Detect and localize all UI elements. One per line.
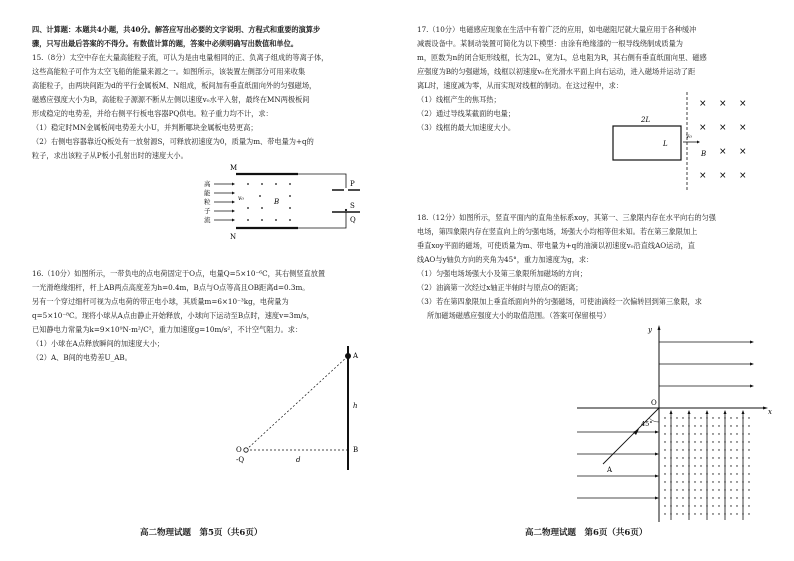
q16-line: 另有一个穿过细杆可视为点电荷的带正电小球，其质量m=6×10⁻³kg，电荷量为 bbox=[32, 297, 289, 306]
len-2l-label: 2L bbox=[641, 116, 651, 124]
y-axis-arrowhead bbox=[658, 325, 661, 330]
q18-line: 所加磁场磁感应强度大小的取值范围。（答案可保留根号） bbox=[427, 311, 611, 320]
charge-q-label: -Q bbox=[236, 456, 245, 464]
q17-figure bbox=[603, 88, 753, 194]
source-s-dot bbox=[345, 209, 347, 211]
q3-field-lines bbox=[577, 432, 657, 498]
point-a-label: A bbox=[607, 466, 613, 474]
y-axis-label: y bbox=[648, 326, 652, 334]
point-o-label: O bbox=[236, 446, 242, 454]
q15-line: 高能粒子，由两块间距为d的平行金属板M、N组成，板间加有垂直纸面向外的匀强磁场， bbox=[32, 81, 317, 90]
q1-arrowheads bbox=[750, 341, 754, 388]
section-title-line2: 骤，只写出最后答案的不得分。有数值计算的题，答案中必须明确写出数值和单位。 bbox=[32, 39, 298, 48]
svg-text:×: × bbox=[739, 123, 747, 133]
svg-text:×: × bbox=[719, 99, 727, 109]
q17-line: m，匝数为n的闭合矩形线框，长为2L，宽为L，总电阻为R，其右侧有垂直纸面向里、磁感 bbox=[417, 53, 707, 62]
wid-l-label: L bbox=[663, 140, 668, 148]
q18-line: 线AO与y轴负方向的夹角为45°，重力加速度为g，求： bbox=[417, 255, 594, 264]
q17-line: （3）线框的最大加速度大小。 bbox=[417, 123, 516, 132]
line-ao bbox=[603, 408, 659, 464]
q1-field-lines bbox=[659, 342, 751, 386]
svg-text:×: × bbox=[719, 123, 727, 133]
q16-line: 已知静电力常量为k=9×10⁹N·m²/C²，重力加速度g=10m/s²，不计空气阻力。求： bbox=[32, 325, 303, 334]
coil-frame bbox=[613, 126, 681, 160]
q17-line: 17.（10分）电磁感应现象在生活中有着广泛的应用，如电磁阻尼就大量应用于各种缓冲 bbox=[417, 25, 697, 34]
q15-line: 这些高能粒子可作为太空飞船的能量来源之一。如图所示，该装置左侧部分可用来收集 bbox=[32, 67, 306, 76]
plate-m-label: M bbox=[230, 164, 238, 172]
x-axis-label: x bbox=[768, 408, 772, 416]
q17-line: 离L时，速度减为零，从而实现对线框的制动。在这过程中，求： bbox=[417, 81, 624, 90]
field-b-label: B bbox=[701, 150, 707, 158]
q15-line: （1）稳定时MN金属板间电势差大小U，并判断哪块金属板电势更高； bbox=[32, 123, 258, 132]
q16-line: （1）小球在A点释放瞬间的加速度大小； bbox=[32, 339, 164, 348]
q17-line: 减震设备中。某制动装置可简化为以下模型：由涂有绝缘漆的一根导线绕制成质量为 bbox=[417, 39, 683, 48]
q18-figure bbox=[573, 322, 773, 522]
q15-figure bbox=[200, 160, 360, 242]
svg-text:×: × bbox=[739, 171, 747, 181]
q15-line: 磁感应强度大小为B，高能粒子源源不断从左侧以速度v₀水平入射，最终在MN两极板间 bbox=[32, 95, 310, 104]
field-dots bbox=[247, 183, 291, 221]
svg-text:×: × bbox=[719, 171, 727, 181]
svg-text:子: 子 bbox=[204, 207, 211, 215]
q17-line: （2）通过导线某截面的电量； bbox=[417, 109, 516, 118]
page-footer: 高二物理试题 第5页（共6页） bbox=[140, 528, 263, 538]
q18-line: （3）若在第四象限加上垂直纸面向外的匀强磁场，可使油滴经一次偏转回到第三象限，求 bbox=[417, 297, 702, 306]
q18-line: 垂直xoy平面的磁场，可使质量为m、带电量为+q的油滴以初速度v₀沿直线AO运动，直 bbox=[417, 241, 695, 250]
charge-o bbox=[244, 448, 248, 452]
q15-line: 15.（8分）太空中存在大量高能粒子流，可认为是由电量相同的正、负离子组成的等离子体， bbox=[32, 53, 329, 62]
page-footer: 高二物理试题 第6页（共6页） bbox=[525, 528, 648, 538]
q16-figure bbox=[226, 338, 366, 472]
exam-page-6 bbox=[397, 0, 794, 561]
angle-label: 45° bbox=[641, 420, 653, 428]
svg-text:能: 能 bbox=[204, 189, 211, 197]
incoming-particle-arrows bbox=[214, 184, 232, 220]
q16-line: q=5×10⁻⁸C。现将小球从A点由静止开始释放，小球向下运动至B点时，速度v=3m/s， bbox=[32, 311, 314, 320]
d-label: d bbox=[296, 456, 301, 464]
q16-line: 16.（10分）如图所示，一带负电的点电荷固定于O点，电量Q=5×10⁻⁶C，其右侧竖直放置 bbox=[32, 269, 326, 278]
wire-bottom bbox=[298, 212, 346, 228]
section-title: 四、计算题：本题共4小题，共40分。解答应写出必要的文字说明、方程式和重要的演算步 bbox=[32, 25, 321, 34]
wire-top bbox=[298, 174, 346, 190]
point-b-label: B bbox=[353, 446, 359, 454]
origin-label: O bbox=[651, 399, 657, 407]
plate-p-hole bbox=[344, 188, 348, 192]
q17-line: 应强度为B的匀强磁场，线框以初速度v₀在光滑水平面上向右运动，进入磁场并运动了距 bbox=[417, 67, 696, 76]
q18-line: （2）油滴第一次经过x轴正半轴时与原点O的距离； bbox=[417, 283, 583, 292]
q17-line: （1）线框产生的焦耳热； bbox=[417, 95, 501, 104]
plate-p-label: P bbox=[350, 180, 355, 188]
q3-arrowheads bbox=[655, 431, 659, 500]
h-label: h bbox=[353, 402, 358, 410]
q18-line: 18.（12分）如图所示，竖直平面内的直角坐标系xoy，其第一、三象限内存在水平向右的匀强 bbox=[417, 213, 716, 222]
field-crosses bbox=[699, 99, 747, 181]
v0-label: v₀ bbox=[238, 195, 244, 202]
svg-text:×: × bbox=[699, 171, 707, 181]
svg-text:粒: 粒 bbox=[204, 198, 211, 206]
q15-line: 形成稳定的电势差，并给右侧平行板电容器PQ供电。粒子重力均不计，求： bbox=[32, 109, 273, 118]
q15-line: （2）右侧电容器靠近Q板处有一放射源S，可释放初速度为0，质量为m、带电量为+q的 bbox=[32, 137, 314, 146]
svg-text:×: × bbox=[739, 99, 747, 109]
svg-text:高: 高 bbox=[204, 180, 211, 188]
point-a-label: A bbox=[353, 352, 359, 360]
source-label bbox=[204, 179, 211, 224]
arrowheads bbox=[232, 183, 235, 222]
q18-line: （1）匀强电场场强大小及第三象限所加磁场的方向； bbox=[417, 269, 587, 278]
field-b-label: B bbox=[274, 198, 280, 206]
velocity-arrowhead bbox=[697, 141, 700, 144]
q18-line: 电场，第四象限内存在竖直向上的匀强电场，场强大小均相等但未知。若在第三象限加上 bbox=[417, 227, 698, 236]
svg-text:×: × bbox=[699, 99, 707, 109]
source-s-label: S bbox=[350, 202, 355, 210]
q16-line: 一光滑绝缘细杆，杆上AB两点高度差为h=0.4m，B点与O点等高且OB距离d=0.3m。 bbox=[32, 283, 310, 292]
svg-text:×: × bbox=[699, 123, 707, 133]
v0-label: v₀ bbox=[686, 133, 692, 140]
plate-n-label: N bbox=[230, 233, 237, 241]
q15-line: 粒子，求出该粒子从P板小孔射出时的速度大小。 bbox=[32, 151, 188, 160]
line-oa bbox=[246, 356, 348, 450]
q4-arrowheads bbox=[670, 410, 745, 414]
svg-text:×: × bbox=[739, 147, 747, 157]
svg-text:流: 流 bbox=[204, 216, 211, 224]
svg-text:×: × bbox=[719, 147, 727, 157]
plate-q-label: Q bbox=[350, 216, 356, 224]
q16-line: （2）A、B间的电势差U_AB。 bbox=[32, 353, 132, 362]
